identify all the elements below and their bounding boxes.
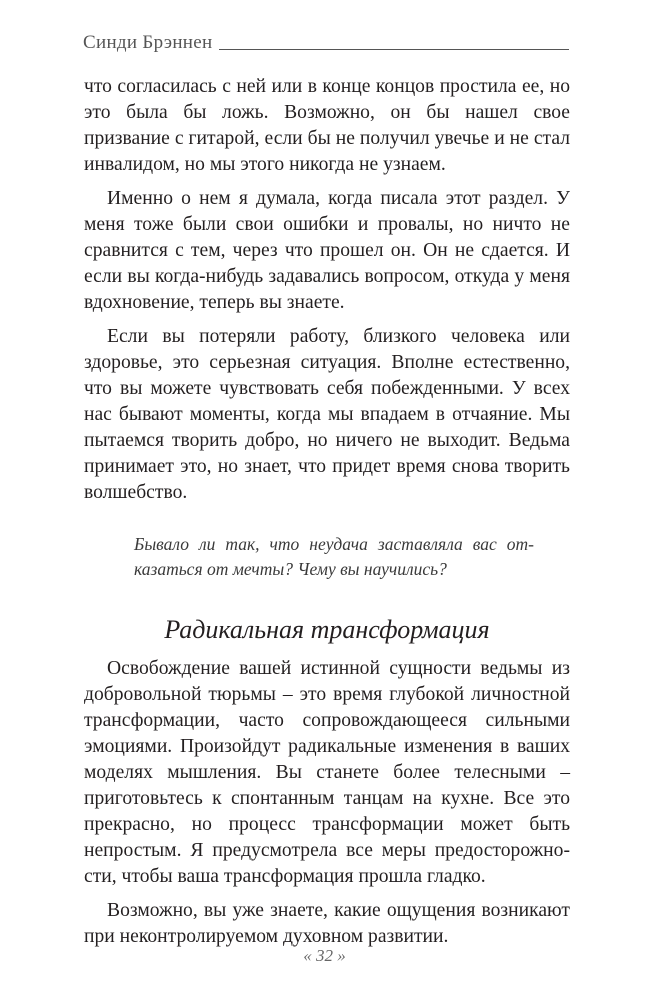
header-rule: [219, 49, 569, 50]
paragraph: Возможно, вы уже знаете, какие ощущения возникают при неконтролируемом духовном развитии.: [84, 900, 570, 947]
paragraph: Освобождение вашей истинной сущности ведьмы из добровольной тюрьмы – это время глубокой личностной трансформации, часто сопровождающееся сильными эмоциями. Произойдут радикальные изменения в ваших моделях мышления. Вы станете более телесными – приготовьтесь к спонтанным танцам на кухне. Все это прекрасно, но процесс трансформации может быть непростым. Я предусмотрела все меры предосторожности, чтобы ваша трансформация прошла гладко.: [84, 658, 570, 887]
reflection-question: Бывало ли так, что неудача заставляла вас отказаться от мечты? Чему вы научились?: [134, 534, 534, 579]
page-number: « 32 »: [303, 946, 346, 965]
running-header: [83, 32, 569, 54]
author-name: Синди Брэннен: [83, 32, 213, 53]
main-text: [84, 74, 570, 950]
section-heading: Радикальная трансформация: [164, 615, 490, 644]
paragraph: Именно о нем я думала, когда писала этот раздел. У меня тоже были свои ошибки и провалы, но ничто не сравнится с тем, через что прошел он. Он не сдается. И если вы когда-нибудь задавались вопросом, откуда у меня вдохновение, теперь вы знаете.: [84, 188, 570, 313]
paragraph-continued: что согласилась с ней или в конце концов простила ее, но это была бы ложь. Возможно, он бы нашел свое призвание с гитарой, если бы не получил увечье и не стал инвалидом, но мы этого никогда не узнаем.: [84, 76, 570, 175]
paragraph: Если вы потеряли работу, близкого человека или здоровье, это серьезная ситуация. Вполне естественно, что вы можете чувствовать себя побежденными. У всех нас бывают моменты, когда мы впадаем в отчаяние. Мы пытаемся творить добро, но ничего не выходит. Ведьма принимает это, но знает, что придет время снова творить волшебство.: [84, 326, 570, 503]
